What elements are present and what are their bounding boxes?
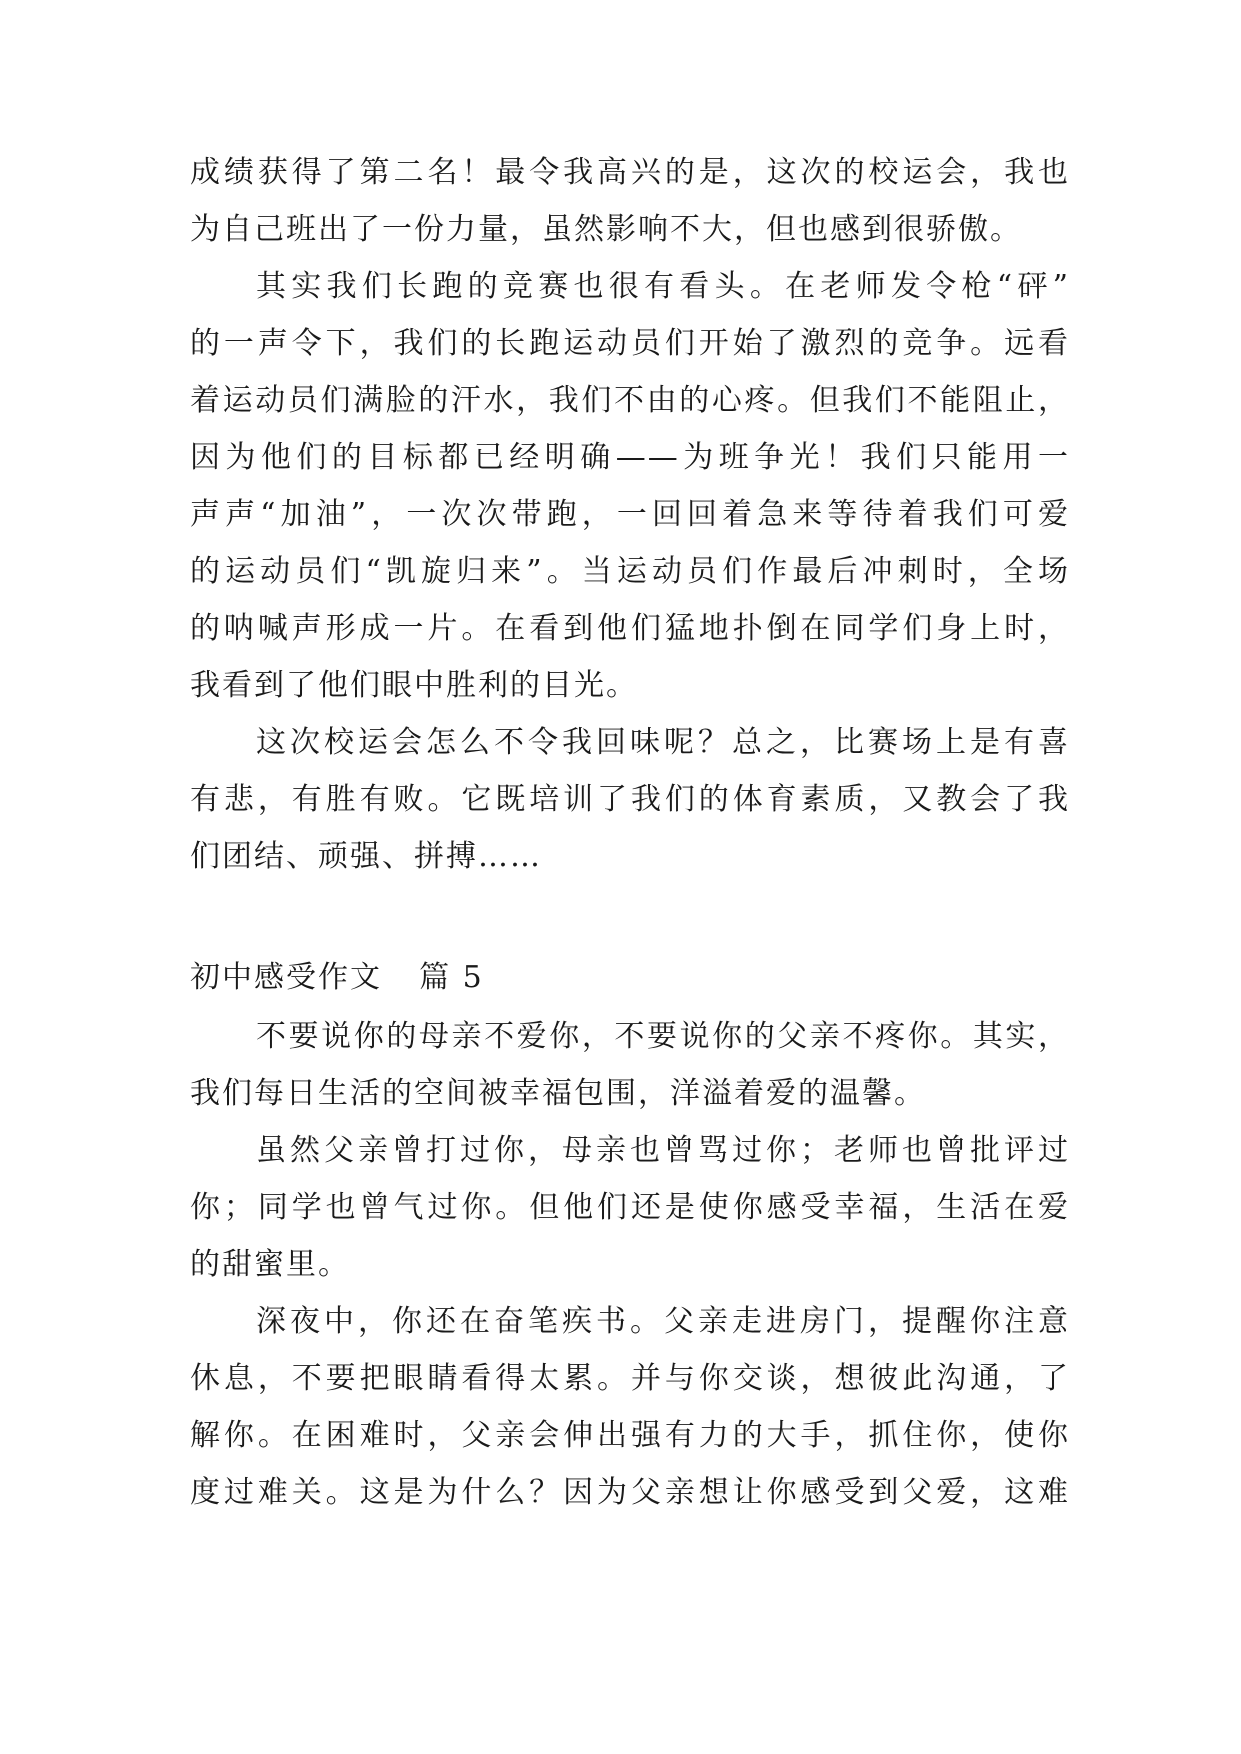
text-line: 的甜蜜里。	[190, 1247, 350, 1282]
text-line: 我们每日生活的空间被幸福包围，洋溢着爱的温馨。	[190, 1076, 926, 1111]
paragraph-first-line: 虽然父亲曾打过你，母亲也曾骂过你；老师也曾批评过	[256, 1133, 1070, 1168]
essay-section-5-body	[190, 1008, 1070, 1521]
essay-title: 初中感受作文	[190, 960, 382, 995]
text-line: 因为他们的目标都已经明确——为班争光！我们只能用一	[190, 440, 1070, 475]
text-line: 的呐喊声形成一片。在看到他们猛地扑倒在同学们身上时，	[190, 611, 1070, 646]
paragraph-first-line: 不要说你的母亲不爱你，不要说你的父亲不疼你。其实，	[256, 1019, 1070, 1054]
text-line: 为自己班出了一份力量，虽然影响不大，但也感到很骄傲。	[190, 212, 1022, 247]
text-line: 度过难关。这是为什么？因为父亲想让你感受到父爱，这难	[190, 1475, 1070, 1510]
text-line: 的运动员们“凯旋归来”。当运动员们作最后冲刺时，全场	[190, 554, 1070, 589]
essay-number: 篇 5	[419, 960, 484, 995]
text-line: 解你。在困难时，父亲会伸出强有力的大手，抓住你，使你	[190, 1418, 1070, 1453]
paragraph-first-line: 这次校运会怎么不令我回味呢？总之，比赛场上是有喜	[256, 725, 1070, 760]
text-line: 的一声令下，我们的长跑运动员们开始了激烈的竞争。远看	[190, 326, 1070, 361]
essay-heading	[190, 952, 484, 996]
text-line: 休息，不要把眼睛看得太累。并与你交谈，想彼此沟通，了	[190, 1361, 1070, 1396]
text-line: 你；同学也曾气过你。但他们还是使你感受幸福，生活在爱	[190, 1190, 1070, 1225]
text-line: 们团结、顽强、拼搏……	[190, 839, 542, 874]
text-line: 有悲，有胜有败。它既培训了我们的体育素质，又教会了我	[190, 782, 1070, 817]
text-line: 我看到了他们眼中胜利的目光。	[190, 668, 638, 703]
paragraph-first-line: 其实我们长跑的竞赛也很有看头。在老师发令枪“砰”	[256, 269, 1070, 304]
text-line: 着运动员们满脸的汗水，我们不由的心疼。但我们不能阻止，	[190, 383, 1070, 418]
essay-section-4-body	[190, 144, 1070, 885]
text-line: 声声“加油”，一次次带跑，一回回着急来等待着我们可爱	[190, 497, 1070, 532]
text-line: 成绩获得了第二名！最令我高兴的是，这次的校运会，我也	[190, 155, 1070, 190]
paragraph-first-line: 深夜中，你还在奋笔疾书。父亲走进房门，提醒你注意	[256, 1304, 1070, 1339]
